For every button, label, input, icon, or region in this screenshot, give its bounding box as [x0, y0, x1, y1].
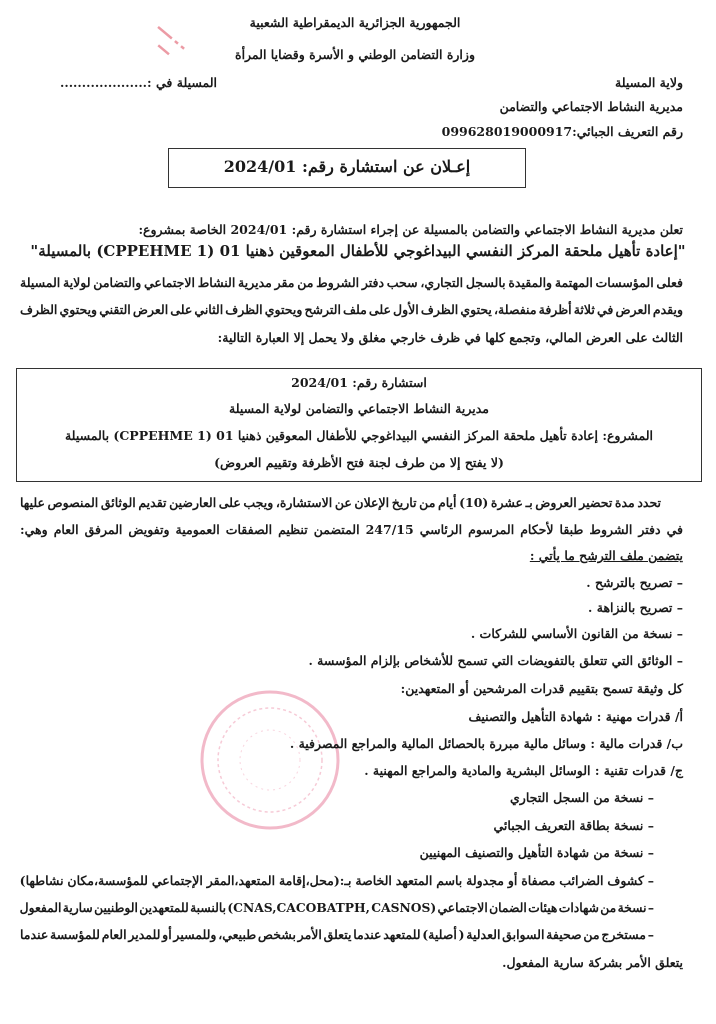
announcement-title: إعـلان عن استشارة رقم: 2024/01 — [223, 157, 471, 176]
envelope-line: المشروع: إعادة تأهيل ملحقة المركز النفسي البيداغوجي للأطفال المعوقين ذهنيا 01 (CPPEHME 1) بالمسيلة — [64, 428, 654, 443]
doc-item: – نسخة من شهادات هيئات الضمان الاجتماعي (CNAS,CACOBATPH, CASNOS) بالنسبة للمتعهدين الوطنيين سارية المفعول — [19, 900, 654, 915]
file-item: – الوثائق التي تتعلق بالتفويضات التي تسمح للأشخاص بإلزام المؤسسة . — [308, 653, 683, 668]
date-stamp — [140, 20, 200, 80]
body-line: تحدد مدة تحضير العروض بـ عشرة (10) أيام من تاريخ الإعلان عن الاستشارة، ويجب على العارضين تقديم الوثائق المنصوص عليها — [20, 495, 661, 510]
envelope-line: استشارة رقم: 2024/01 — [291, 375, 427, 390]
title-box — [168, 148, 526, 188]
doc-item: – كشوف الضرائب مصفاة أو مجدولة باسم المتعهد الخاصة بـ:(محل،إقامة المتعهد،المقر الإجتماعي للمؤسسة،مكان نشاطها) — [19, 873, 654, 888]
envelope-line: مديرية النشاط الاجتماعي والتضامن لولاية المسيلة — [229, 401, 489, 416]
capacity-heading: كل وثيقة تسمح بتقييم قدرات المرشحين أو المتعهدين: — [400, 681, 683, 696]
doc-item: – مستخرج من صحيفة السوابق العدلية ( أصلية) للمتعهد عندما يتعلق الأمر بشخص طبيعي، وللمسير أو للمدير العام للمؤسسة عندما — [20, 927, 654, 942]
para-line: فعلى المؤسسات المهتمة والمقيدة بالسجل التجاري، سحب دفتر الشروط من مقر مديرية النشاط الاجتماعي والتضامن لولاية المسيلة — [20, 275, 683, 290]
capacity-item: أ/ قدرات مهنية : شهادة التأهيل والتصنيف — [468, 709, 683, 724]
capacity-item: ج/ قدرات تقنية : الوسائل البشرية والمادية والمراجع المهنية . — [364, 763, 683, 778]
place-date: المسيلة في :.................... — [60, 75, 218, 90]
file-item: – تصريح بالترشح . — [586, 575, 683, 590]
project-title: "إعادة تأهيل ملحقة المركز النفسي البيداغوجي للأطفال المعوقين ذهنيا 01 (CPPEHME 1) بالمسيلة" — [30, 242, 686, 260]
directorate: مديرية النشاط الاجتماعي والتضامن — [499, 99, 683, 114]
body-line: في دفتر الشروط طبقا لأحكام المرسوم الرئاسي 247/15 المتضمن تنظيم الصفقات العمومية وتفويض المرفق العام وهي: — [20, 522, 683, 537]
capacity-item: ب/ قدرات مالية : وسائل مالية مبررة بالحصائل المالية والمراجع المصرفية . — [289, 736, 683, 751]
official-seal — [195, 685, 345, 835]
doc-item: – نسخة من شهادة التأهيل والتصنيف المهنيين — [419, 845, 654, 860]
file-item: – نسخة من القانون الأساسي للشركات . — [470, 626, 683, 641]
para-line: ويقدم العرض في ثلاثة أظرفة منفصلة، يحتوي الظرف الأول على ملف الترشح ويحتوي الظرف الثاني على العرض التقني ويحتوي الظرف — [20, 302, 683, 317]
wilaya: ولاية المسيلة — [615, 75, 683, 90]
intro-line: تعلن مديرية النشاط الاجتماعي والتضامن بالمسيلة عن إجراء استشارة رقم: 2024/01 الخاصة بمشروع: — [138, 222, 683, 237]
para-line: الثالث على العرض المالي، وتجمع كلها في ظرف خارجي مغلق ولا يحمل إلا العبارة التالية: — [217, 330, 683, 345]
file-item: – تصريح بالنزاهة . — [588, 600, 683, 615]
doc-item: يتعلق الأمر بشركة سارية المفعول. — [502, 955, 683, 970]
file-heading: يتضمن ملف الترشح ما يأتي : — [529, 548, 683, 563]
ministry-title: وزارة التضامن الوطني و الأسرة وقضايا المرأة — [235, 47, 475, 62]
envelope-box — [16, 368, 702, 482]
doc-item: – نسخة من السجل التجاري — [510, 790, 654, 805]
doc-item: – نسخة بطاقة التعريف الجبائي — [493, 818, 654, 833]
tax-id: رقم التعريف الجبائي:099628019000917 — [441, 124, 683, 139]
envelope-line: (لا يفتح إلا من طرف لجنة فتح الأظرفة وتقييم العروض) — [214, 455, 504, 470]
republic-title: الجمهورية الجزائرية الديمقراطية الشعبية — [249, 15, 461, 30]
